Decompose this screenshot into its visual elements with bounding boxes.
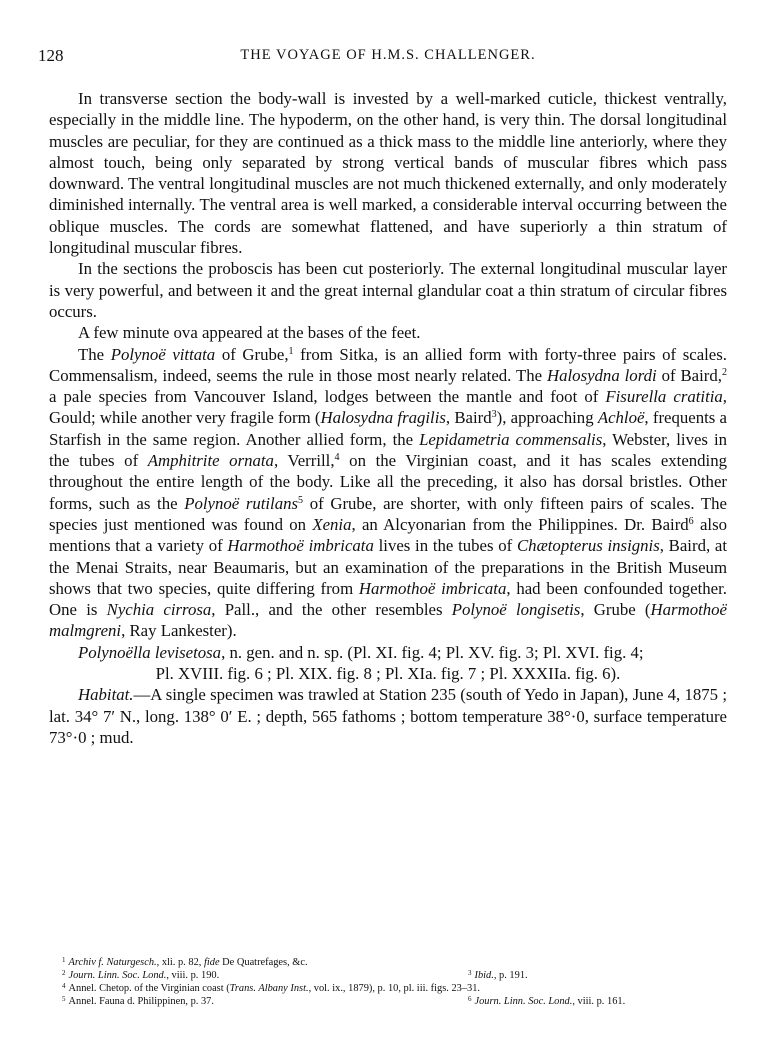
footnote-ref: 2	[721, 366, 727, 378]
running-title: THE VOYAGE OF H.M.S. CHALLENGER.	[240, 47, 536, 63]
taxon-name: Halosydna lordi	[547, 365, 657, 385]
footnote-ref: 3	[491, 409, 497, 421]
footnote-row	[62, 980, 722, 993]
taxon-name: Harmothoë imbricata	[358, 578, 507, 598]
footnote-row	[62, 954, 722, 967]
paragraph-ova: A few minute ova appeared at the bases of the feet.	[78, 323, 421, 343]
paragraph-commensalism: The Polynoë vittata of Grube,$^1$ from Sitka, is an allied form with forty-three pairs of scales. Commensalism, indeed, seems the rule in those most nearly related. The Halosydna lordi of Baird,$^2$ a pale species from Vancouver Island, lodges between the mantle and foot of Fisurella cratitia, Gould; while another very fragile form (Halosydna fragilis, Baird$^3$), approaching Achloë, frequents a Starfish in the same region. Another allied form, the Lepidametria commensalis, Webster, lives in the tubes of Amphitrite ornata, Verrill,$^4$ on the Virginian coast, and it has scales extending throughout the entire length of the body. Like all the preceding, it also has dorsal bristles. Other forms, such as the Polynoë rutilans$^5$ of Grube, are shorter, with only fifteen pairs of scales. The species just mentioned was found on Xenia, an Alcyonarian from the Philippines. Dr. Baird$^6$ also mentions that a variety of Harmothoë imbricata lives in the tubes of Chætopterus insignis, Baird, at the Menai Straits, near Beaumaris, but an examination of the preparations in the British Museum shows that two species, quite differing from Harmothoë imbricata, had been confounded together. One is Nychia cirrosa, Pall., and the other resembles Polynoë longisetis, Grube (Harmothoë malmgreni, Ray Lankester).	[49, 344, 728, 641]
habitat-text: —A single specimen was trawled at Station 235 (south of Yedo in Japan), June 4, 1875 ; lat. 34° 7′ N., long. 138° 0′ E. ; depth, 565 fathoms ; bottom temperature 38°·0, surface temperature 73°·0 ; mud.	[49, 685, 727, 747]
footnote-2: $^2$ Journ. Linn. Soc. Lond., viii. p. 190.	[62, 969, 220, 982]
species-name: Polynoëlla levisetosa	[78, 642, 222, 662]
footnote-row	[62, 993, 722, 1006]
footnote-ref: 6	[688, 515, 694, 527]
species-plates-continued: Pl. XVIII. fig. 6 ; Pl. XIX. fig. 8 ; Pl. XIa. fig. 7 ; Pl. XXXIIa. fig. 6).	[155, 664, 621, 684]
footnote-3: $^3$ Ibid., p. 191.	[468, 969, 528, 982]
footnotes	[62, 954, 722, 1006]
taxon-name: Harmothoë malmgreni	[49, 600, 727, 641]
footnote-6: $^6$ Journ. Linn. Soc. Lond., viii. p. 161.	[468, 995, 626, 1008]
taxon-name: Xenia	[312, 514, 352, 534]
taxon-name: Polynoë rutilans	[184, 493, 299, 513]
species-plates: , n. gen. and n. sp. (Pl. XI. fig. 4; Pl. XV. fig. 3; Pl. XVI. fig. 4;	[221, 642, 644, 662]
paragraph-proboscis: In the sections the proboscis has been cut posteriorly. The external longitudinal muscular layer is very powerful, and between it and the great internal glandular coat a thin stratum of circular fibres occurs.	[49, 259, 727, 321]
habitat-paragraph	[49, 684, 727, 748]
footnote-4: $^4$ Annel. Chetop. of the Virginian coast (Trans. Albany Inst., vol. ix., 1879), p. 10, pl. iii. figs. 23–31.	[62, 982, 481, 995]
taxon-name: Amphitrite ornata	[147, 451, 274, 471]
footnote-ref: 4	[334, 452, 340, 464]
habitat-label: Habitat.	[78, 685, 134, 705]
page-header	[38, 46, 738, 70]
footnote-ref: 1	[288, 345, 294, 357]
footnote-ref: 5	[298, 494, 304, 506]
taxon-name: Polynoë vittata	[110, 344, 216, 364]
footnote-row	[62, 967, 722, 980]
page-number: 128	[38, 46, 64, 65]
main-text	[49, 88, 727, 748]
taxon-name: Halosydna fragilis	[320, 408, 446, 428]
taxon-name: Harmothoë imbricata	[227, 536, 374, 556]
species-heading	[49, 642, 727, 685]
taxon-name: Lepidametria commensalis	[419, 429, 603, 449]
footnote-5: $^5$ Annel. Fauna d. Philippinen, p. 37.	[62, 995, 214, 1008]
footnote-1: $^1$ Archiv f. Naturgesch., xli. p. 82, fide De Quatrefages, &c.	[62, 956, 308, 968]
taxon-name: Polynoë longisetis	[451, 600, 581, 620]
taxon-name: Chætopterus insignis	[516, 536, 660, 556]
taxon-name: Achloë	[597, 408, 645, 428]
paragraph-body-wall: In transverse section the body-wall is invested by a well-marked cuticle, thickest ventrally, especially in the middle line. The hypoderm, on the other hand, is very thin. The dorsal longitudinal muscles are peculiar, for they are continued as a thick mass to the middle line anteriorly, where they almost touch, being only separated by strong vertical bands of muscular fibres which pass downward. The ventral longitudinal muscles are not much thickened externally, and only moderately diminished internally. The ventral area is well marked, a considerable interval occurring between the oblique muscles. The cords are somewhat flattened, and have superiorly a thin stratum of longitudinal muscular fibres.	[49, 89, 727, 258]
taxon-name: Nychia cirrosa	[106, 600, 212, 620]
taxon-name: Fisurella cratitia	[605, 387, 723, 407]
